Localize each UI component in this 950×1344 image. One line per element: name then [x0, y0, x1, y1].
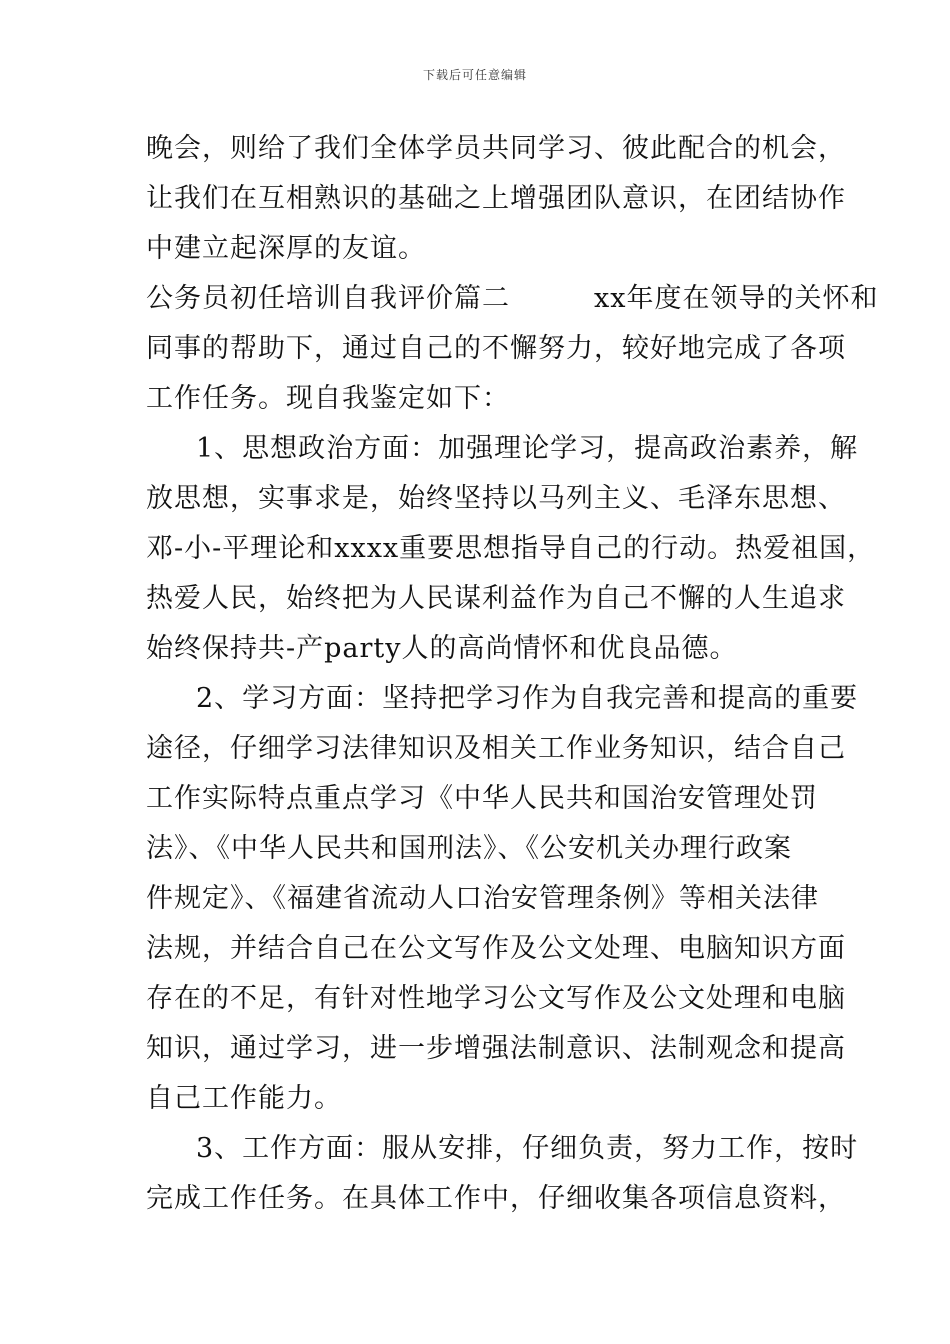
text-line: 晚会，则给了我们全体学员共同学习、彼此配合的机会，: [146, 133, 846, 164]
text-line: 1、思想政治方面：加强理论学习，提高政治素养，解: [196, 433, 859, 464]
text-line: 公务员初任培训自我评价篇二 xx年度在领导的关怀和: [146, 283, 879, 314]
text-line: 知识，通过学习，进一步增强法制意识、法制观念和提高: [146, 1033, 846, 1064]
text-line: 途径，仔细学习法律知识及相关工作业务知识，结合自己: [146, 733, 846, 764]
text-line: 邓-小-平理论和xxxx重要思想指导自己的行动。热爱祖国，: [146, 533, 876, 564]
text-line: 放思想，实事求是，始终坚持以马列主义、毛泽东思想、: [146, 483, 846, 514]
text-line: 中建立起深厚的友谊。: [146, 233, 426, 264]
text-line: 法》、《中华人民共和国刑法》、《公安机关办理行政案: [146, 833, 792, 864]
text-line: 始终保持共-产party人的高尚情怀和优良品德。: [146, 633, 738, 664]
text-line: 存在的不足，有针对性地学习公文写作及公文处理和电脑: [146, 983, 846, 1014]
text-line: 法规，并结合自己在公文写作及公文处理、电脑知识方面: [146, 933, 846, 964]
text-line: 2、学习方面：坚持把学习作为自我完善和提高的重要: [196, 683, 859, 714]
text-line: 让我们在互相熟识的基础之上增强团队意识，在团结协作: [146, 183, 846, 214]
text-line: 工作任务。现自我鉴定如下：: [146, 383, 510, 414]
text-line: 3、工作方面：服从安排，仔细负责，努力工作，按时: [196, 1133, 859, 1164]
text-line: 工作实际特点重点学习《中华人民共和国治安管理处罚: [146, 783, 818, 814]
text-line: 同事的帮助下，通过自己的不懈努力，较好地完成了各项: [146, 333, 846, 364]
page-header: 下载后可任意编辑: [422, 68, 527, 82]
text-line: 件规定》、《福建省流动人口治安管理条例》等相关法律: [146, 883, 819, 914]
text-line: 自己工作能力。: [146, 1083, 342, 1114]
text-line: 完成工作任务。在具体工作中，仔细收集各项信息资料，: [146, 1183, 846, 1214]
text-line: 热爱人民，始终把为人民谋利益作为自己不懈的人生追求: [146, 583, 846, 614]
